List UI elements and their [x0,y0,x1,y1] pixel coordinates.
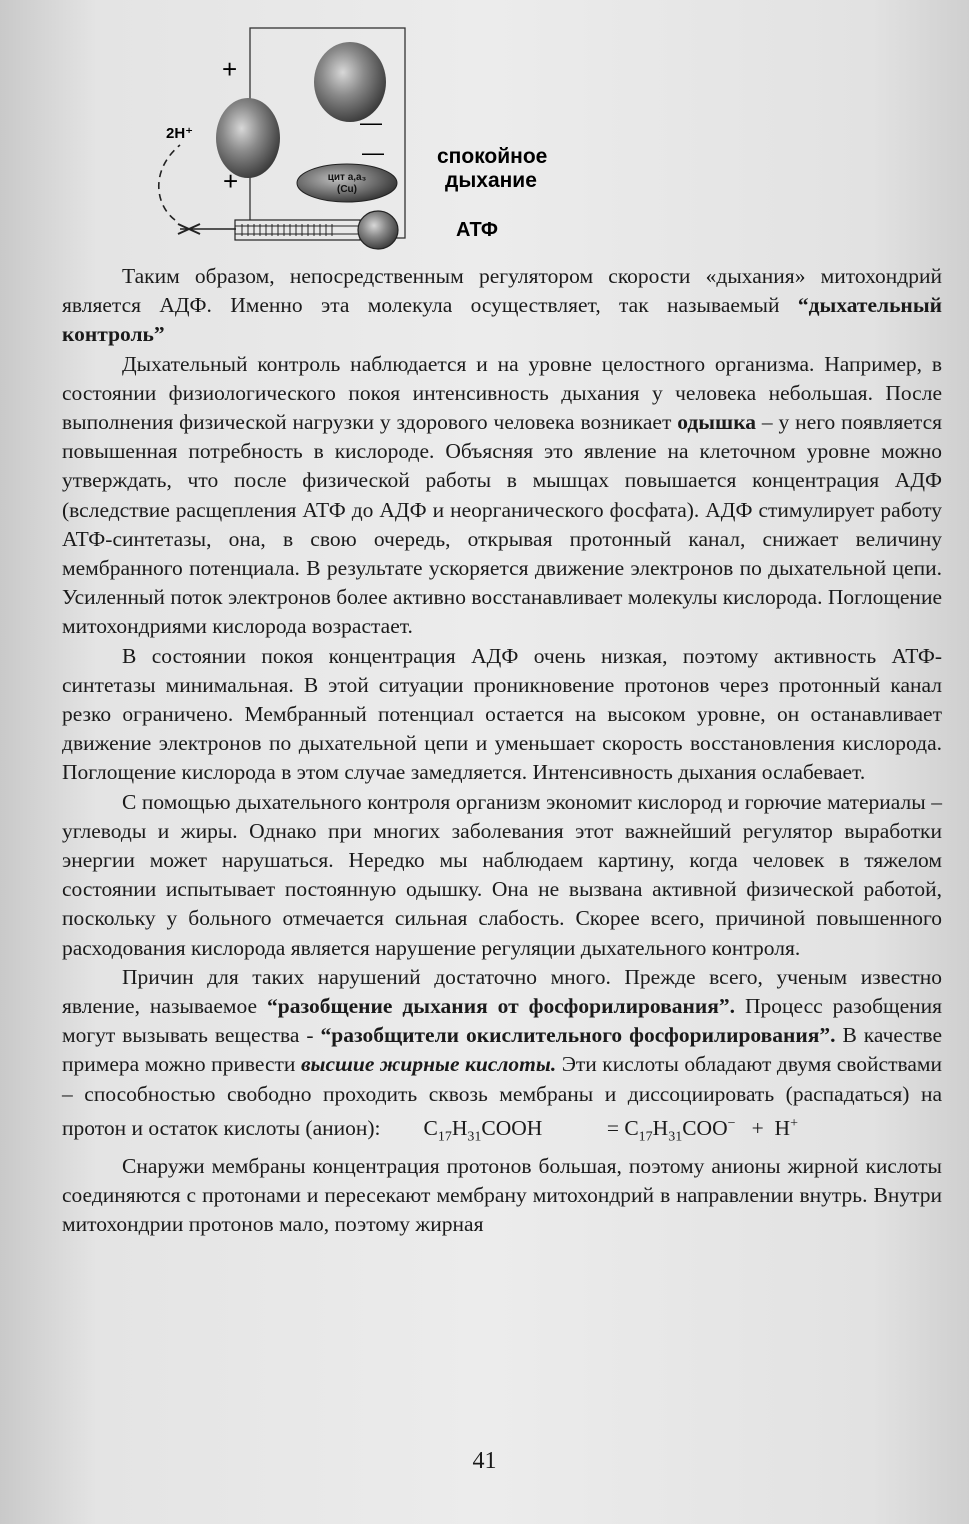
cytochrome-oxidase [297,164,397,202]
atp-synthase-head [358,211,398,249]
term-fatty-acids: высшие жирные кислоты. [300,1052,557,1077]
complex-label-line2: (Cu) [337,184,357,195]
paragraph-5: Причин для таких нарушений достаточно много. Прежде всего, ученым известно явление, называемое “разобщение дыхания от фосфорилирования”. Процесс разобщения могут вызывать вещества - “разобщители окислительного фосфорилирования”. В качестве примера можно привести высшие жирные кислоты. Эти кислоты обладают двумя свойствами – способностью свободно проходить сквозь мембраны и диссоциировать (распадаться) на протон и остаток кислоты (анион): $C_{17}H_{31}COOH$ = $C_{17}H_{31}COO^-$ + H+ [62,964,943,1145]
paragraph-1: Таким образом, непосредственным регулятором скорости «дыхания» митохондрий является АДФ. Именно эта молекула осуществляет, так называемый “дыхательный контроль” [62,264,942,347]
paragraph-6: Снаружи мембраны концентрация протонов большая, поэтому анионы жирной кислоты соединяются с протонами и пересекают мембрану митохондрий в направлении внутрь. Внутри митохондрии протонов мало, поэтому жирная [62,1153,942,1236]
proton-label: 2H⁺ [166,125,194,142]
proton-return-path [159,145,180,220]
term-uncoupling: “разобщение дыхания от фосфорилирования”. [266,994,736,1019]
respiration-diagram [140,20,620,255]
resting-label-line2: дыхание [445,169,537,192]
complex-label-line1: цит a,a₃ [327,172,367,183]
term-dyspnea: одышка [677,410,757,435]
paragraph-2: Дыхательный контроль наблюдается и на уровне целостного организма. Например, в состоянии физиологического покоя интенсивность дыхания у человека небольшая. После выполнения физической нагрузки у здорового человека возникает одышка – у него появляется повышенная потребность в кислороде. Объясняя это явление на клеточном уровне можно утверждать, что после физической работы в мышцах повышается концентрация АДФ (вследствие расщепления АТФ до АДФ и неорганического фосфата). АДФ стимулирует работу АТФ-синтетазы, она, в свою очередь, открывая протонный канал, снижает величину мембранного потенциала. В результате ускоряется движение электронов по дыхательной цепи. Усиленный поток электронов более активно восстанавливает молекулы кислорода. Поглощение митохондриями кислорода возрастает. [62,351,943,639]
term-uncouplers: “разобщители окислительного фосфорилирования”. [320,1023,836,1048]
plus-sign-top: + [222,54,238,84]
body-text [62,262,942,1239]
term-respiratory-control: “дыхательный контроль” [62,293,942,347]
resting-label-line1: спокойное [437,145,548,168]
paragraph-4: С помощью дыхательного контроля организм экономит кислород и горючие материалы – углеводы и жиры. Однако при многих заболевания этот важнейший регулятор выработки энергии может нарушаться. Нередко мы наблюдаем картину, когда человек в тяжелом состоянии испытывает постоянную одышку. Она не вызвана активной физической работой, поскольку у больного отмечается сильная слабость. Скорее всего, причиной повышенного расходования кислорода является нарушение регуляции дыхательного контроля. [62,789,942,960]
formula: $C_{17}H_{31}COOH$ = $C_{17}H_{31}COO^-$ + H+ [423,1115,798,1145]
atp-label: АТФ [456,219,498,241]
diagram-svg [140,20,620,255]
minus-sign-top: — [360,110,382,135]
plus-sign-mid: + [223,166,239,196]
minus-sign-mid: — [362,140,384,165]
paragraph-3: В состоянии покоя концентрация АДФ очень низкая, поэтому активность АТФ-синтетазы минимальная. В этой ситуации проникновение протонов через протонный канал резко ограничено. Мембранный потенциал остается на высоком уровне, он останавливает движение электронов по дыхательной цепи и уменьшает скорость восстановления кислорода. Поглощение кислорода в этом случае замедляется. Интенсивность дыхания ослабевает. [62,643,942,785]
page-number: 41 [472,1448,497,1474]
